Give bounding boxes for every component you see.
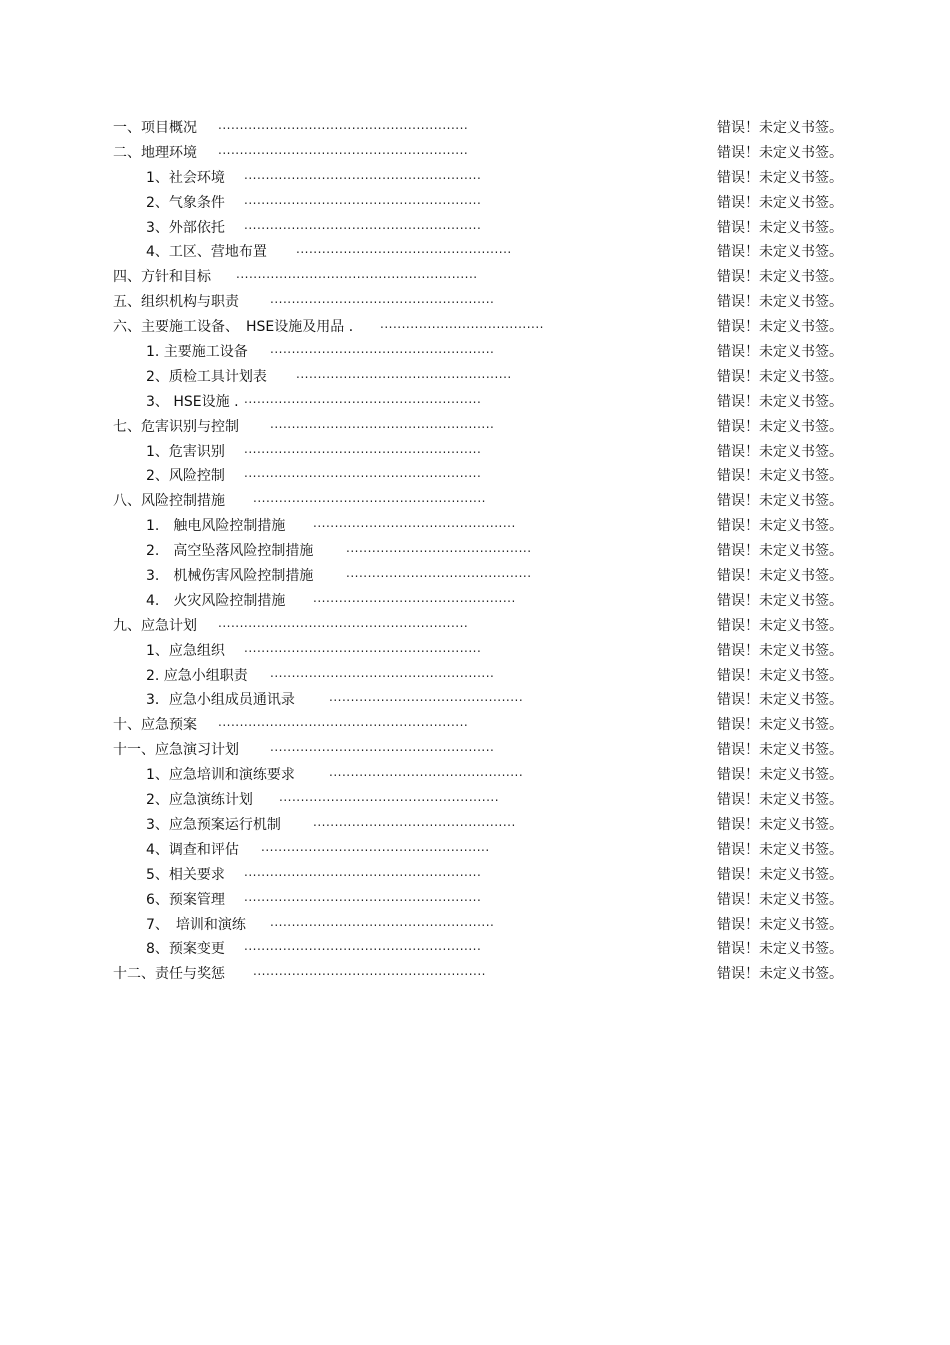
toc-page-reference: 错误！未定义书签。 <box>717 443 843 460</box>
toc-page-reference: 错误！未定义书签。 <box>717 244 843 261</box>
toc-page-reference: 错误！未定义书签。 <box>717 319 843 336</box>
toc-entry-title: 5、相关要求 <box>146 866 225 883</box>
toc-entry-title: 4、工区、营地布置 <box>146 244 267 261</box>
toc-entry-title: 六、主要施工设备、 HSE设施及用品 ． <box>113 319 363 336</box>
toc-dot-leader: .................................................. <box>296 242 512 257</box>
toc-dot-leader: .................................................... <box>270 292 495 307</box>
toc-dot-leader: ....................................................... <box>244 441 482 456</box>
toc-entry-title: 1、应急培训和演练要求 <box>146 767 295 784</box>
toc-entry-title: 6、预案管理 <box>146 891 225 908</box>
toc-dot-leader: ....................................................... <box>244 192 482 207</box>
toc-dot-leader: .................................................... <box>270 914 495 929</box>
toc-entry-title: 八、风险控制措施 <box>113 493 225 510</box>
toc-dot-leader: ....................................................... <box>244 167 482 182</box>
toc-dot-leader: ....................................................... <box>244 939 482 954</box>
toc-entry-title: 七、危害识别与控制 <box>113 418 239 435</box>
toc-page-reference: 错误！未定义书签。 <box>717 966 843 983</box>
toc-entry[interactable] <box>0 589 950 614</box>
toc-entry-title: 十、应急预案 <box>113 717 197 734</box>
toc-entry-title: 2. 应急小组职责 <box>146 667 248 684</box>
toc-entry-title: 五、组织机构与职责 <box>113 294 239 311</box>
toc-page-reference: 错误！未定义书签。 <box>717 120 843 136</box>
toc-entry-title: 1. 主要施工设备 <box>146 344 248 361</box>
toc-entry-title: 3、 HSE设施 . <box>146 393 239 410</box>
toc-page-reference: 错误！未定义书签。 <box>717 916 843 933</box>
toc-dot-leader: ............................................... <box>313 516 516 531</box>
toc-page-reference: 错误！未定义书签。 <box>717 592 843 609</box>
toc-page-reference: 错误！未定义书签。 <box>717 144 843 161</box>
toc-entry-title: 九、应急计划 <box>113 617 197 634</box>
toc-entry-title: 8、预案变更 <box>146 941 225 958</box>
toc-dot-leader: ............................................. <box>329 690 524 705</box>
toc-dot-leader: ................................................... <box>279 790 500 805</box>
toc-entry[interactable] <box>0 962 950 987</box>
toc-dot-leader: ...................................................... <box>253 491 486 506</box>
toc-page-reference: 错误！未定义书签。 <box>717 194 843 211</box>
table-of-contents <box>0 116 950 987</box>
toc-entry-title: 4、调查和评估 <box>146 841 239 858</box>
toc-page-reference: 错误！未定义书签。 <box>717 767 843 784</box>
toc-dot-leader: .......................................................... <box>218 615 469 630</box>
toc-entry-title: 四、方针和目标 <box>113 269 211 286</box>
toc-page-reference: 错误！未定义书签。 <box>717 891 843 908</box>
toc-entry-title: 2. 高空坠落风险控制措施 <box>146 543 314 560</box>
toc-entry-title: 2、质检工具计划表 <box>146 368 267 385</box>
toc-page-reference: 错误！未定义书签。 <box>717 568 843 585</box>
toc-page-reference: 错误！未定义书签。 <box>717 717 843 734</box>
toc-page-reference: 错误！未定义书签。 <box>717 543 843 560</box>
toc-dot-leader: .................................................... <box>270 416 495 431</box>
toc-dot-leader: ........................................................ <box>236 267 478 282</box>
toc-entry-title: 1、应急组织 <box>146 642 225 659</box>
toc-dot-leader: ............................................. <box>329 765 524 780</box>
toc-entry-title: 2、风险控制 <box>146 468 225 485</box>
toc-dot-leader: ........................................... <box>346 566 532 581</box>
toc-dot-leader: .................................................... <box>270 342 495 357</box>
toc-dot-leader: .................................................... <box>270 665 495 680</box>
toc-entry-title: 7、 培训和演练 <box>146 916 246 933</box>
toc-entry-title: 3．应急小组成员通讯录 <box>146 692 295 709</box>
toc-entry-title: 二、地理环境 <box>113 144 197 161</box>
toc-entry-title: 2、应急演练计划 <box>146 792 253 809</box>
toc-entry-title: 一、项目概况 <box>113 120 197 136</box>
toc-page-reference: 错误！未定义书签。 <box>717 841 843 858</box>
toc-page-reference: 错误！未定义书签。 <box>717 219 843 236</box>
toc-page-reference: 错误！未定义书签。 <box>717 418 843 435</box>
toc-dot-leader: ....................................................... <box>244 217 482 232</box>
toc-entry-title: 1、危害识别 <box>146 443 225 460</box>
toc-dot-leader: ...................................... <box>380 317 544 332</box>
toc-entry-title: 十一、应急演习计划 <box>113 742 239 759</box>
toc-dot-leader: ....................................................... <box>244 864 482 879</box>
toc-page-reference: 错误！未定义书签。 <box>717 792 843 809</box>
toc-entry[interactable] <box>0 688 950 713</box>
toc-dot-leader: .......................................................... <box>218 715 469 730</box>
toc-page-reference: 错误！未定义书签。 <box>717 294 843 311</box>
toc-entry-title: 1、社会环境 <box>146 169 225 186</box>
toc-page-reference: 错误！未定义书签。 <box>717 742 843 759</box>
toc-entry-title: 3. 机械伤害风险控制措施 <box>146 568 314 585</box>
toc-page-reference: 错误！未定义书签。 <box>717 518 843 535</box>
toc-entry-title: 3、外部依托 <box>146 219 225 236</box>
toc-page-reference: 错误！未定义书签。 <box>717 617 843 634</box>
toc-entry-title: 2、气象条件 <box>146 194 225 211</box>
toc-page-reference: 错误！未定义书签。 <box>717 393 843 410</box>
toc-page-reference: 错误！未定义书签。 <box>717 642 843 659</box>
toc-page-reference: 错误！未定义书签。 <box>717 941 843 958</box>
toc-entry-title: 十二、责任与奖惩 <box>113 966 225 983</box>
toc-page-reference: 错误！未定义书签。 <box>717 344 843 361</box>
toc-dot-leader: .......................................................... <box>218 142 469 157</box>
toc-dot-leader: ....................................................... <box>244 466 482 481</box>
toc-page-reference: 错误！未定义书签。 <box>717 368 843 385</box>
toc-dot-leader: ....................................................... <box>244 889 482 904</box>
toc-entry[interactable] <box>0 116 950 141</box>
toc-dot-leader: .................................................. <box>296 366 512 381</box>
toc-page-reference: 错误！未定义书签。 <box>717 169 843 186</box>
toc-entry-title: 1. 触电风险控制措施 <box>146 518 286 535</box>
toc-dot-leader: ....................................................... <box>244 391 482 406</box>
toc-page-reference: 错误！未定义书签。 <box>717 816 843 833</box>
toc-dot-leader: ............................................... <box>313 814 516 829</box>
toc-page-reference: 错误！未定义书签。 <box>717 493 843 510</box>
toc-page-reference: 错误！未定义书签。 <box>717 269 843 286</box>
toc-dot-leader: .................................................... <box>270 740 495 755</box>
toc-page-reference: 错误！未定义书签。 <box>717 866 843 883</box>
toc-dot-leader: ............................................... <box>313 590 516 605</box>
toc-dot-leader: ........................................... <box>346 541 532 556</box>
toc-page-reference: 错误！未定义书签。 <box>717 468 843 485</box>
toc-page-reference: 错误！未定义书签。 <box>717 667 843 684</box>
toc-dot-leader: ....................................................... <box>244 640 482 655</box>
toc-entry-title: 3、应急预案运行机制 <box>146 816 281 833</box>
toc-dot-leader: ...................................................... <box>253 964 486 979</box>
toc-entry-title: 4. 火灾风险控制措施 <box>146 592 286 609</box>
toc-dot-leader: ..................................................... <box>261 839 490 854</box>
toc-page-reference: 错误！未定义书签。 <box>717 692 843 709</box>
toc-dot-leader: .......................................................... <box>218 118 469 132</box>
